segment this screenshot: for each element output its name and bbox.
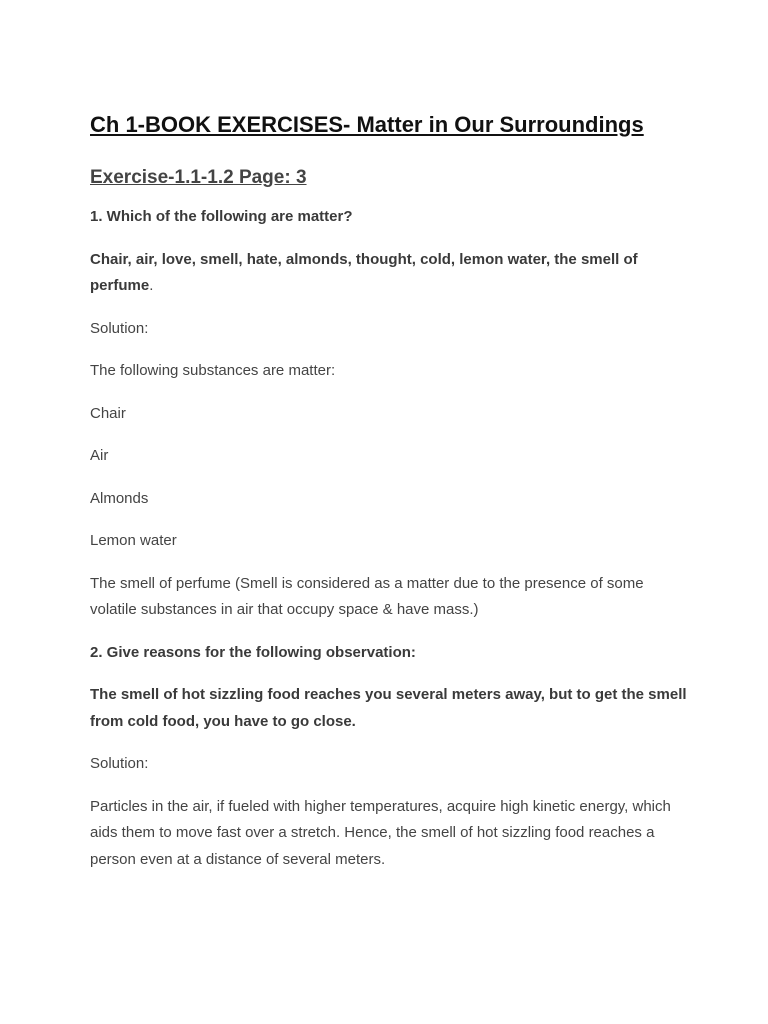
answer-item-chair: Chair xyxy=(90,404,126,422)
question-1-items-period: . xyxy=(149,277,154,294)
exercise-heading: Exercise-1.1-1.2 Page: 3 xyxy=(90,167,307,188)
solution-2-answer: Particles in the air, if fueled with higher temperatures, acquire high kinetic energy, which aids them to move fast over a stretch. Hence, the smell of hot sizzling food reaches a person even at a distance of several meters. xyxy=(90,797,671,868)
answer-item-lemon-water: Lemon water xyxy=(90,532,177,549)
page-title: Ch 1-BOOK EXERCISES- Matter in Our Surroundings xyxy=(90,112,644,137)
solution-2-label: Solution: xyxy=(90,755,149,772)
answer-item-perfume: The smell of perfume (Smell is considered as a matter due to the presence of some volatile substances in air that occupy space & have mass.) xyxy=(90,574,644,618)
question-2: 2. Give reasons for the following observation: xyxy=(90,643,416,661)
solution-1-intro: The following substances are matter: xyxy=(90,362,336,379)
question-1-items-text: Chair, air, love, smell, hate, almonds, thought, cold, lemon water, the smell of perfume xyxy=(90,250,638,294)
answer-item-almonds: Almonds xyxy=(90,489,149,507)
question-1: 1. Which of the following are matter? xyxy=(90,208,353,225)
document-page xyxy=(90,110,690,873)
question-2-statement: The smell of hot sizzling food reaches you several meters away, but to get the smell from cold food, you have to go close. xyxy=(90,686,687,730)
question-1-items xyxy=(90,247,690,300)
answer-item-air: Air xyxy=(90,447,109,464)
solution-1-label: Solution: xyxy=(90,319,149,337)
